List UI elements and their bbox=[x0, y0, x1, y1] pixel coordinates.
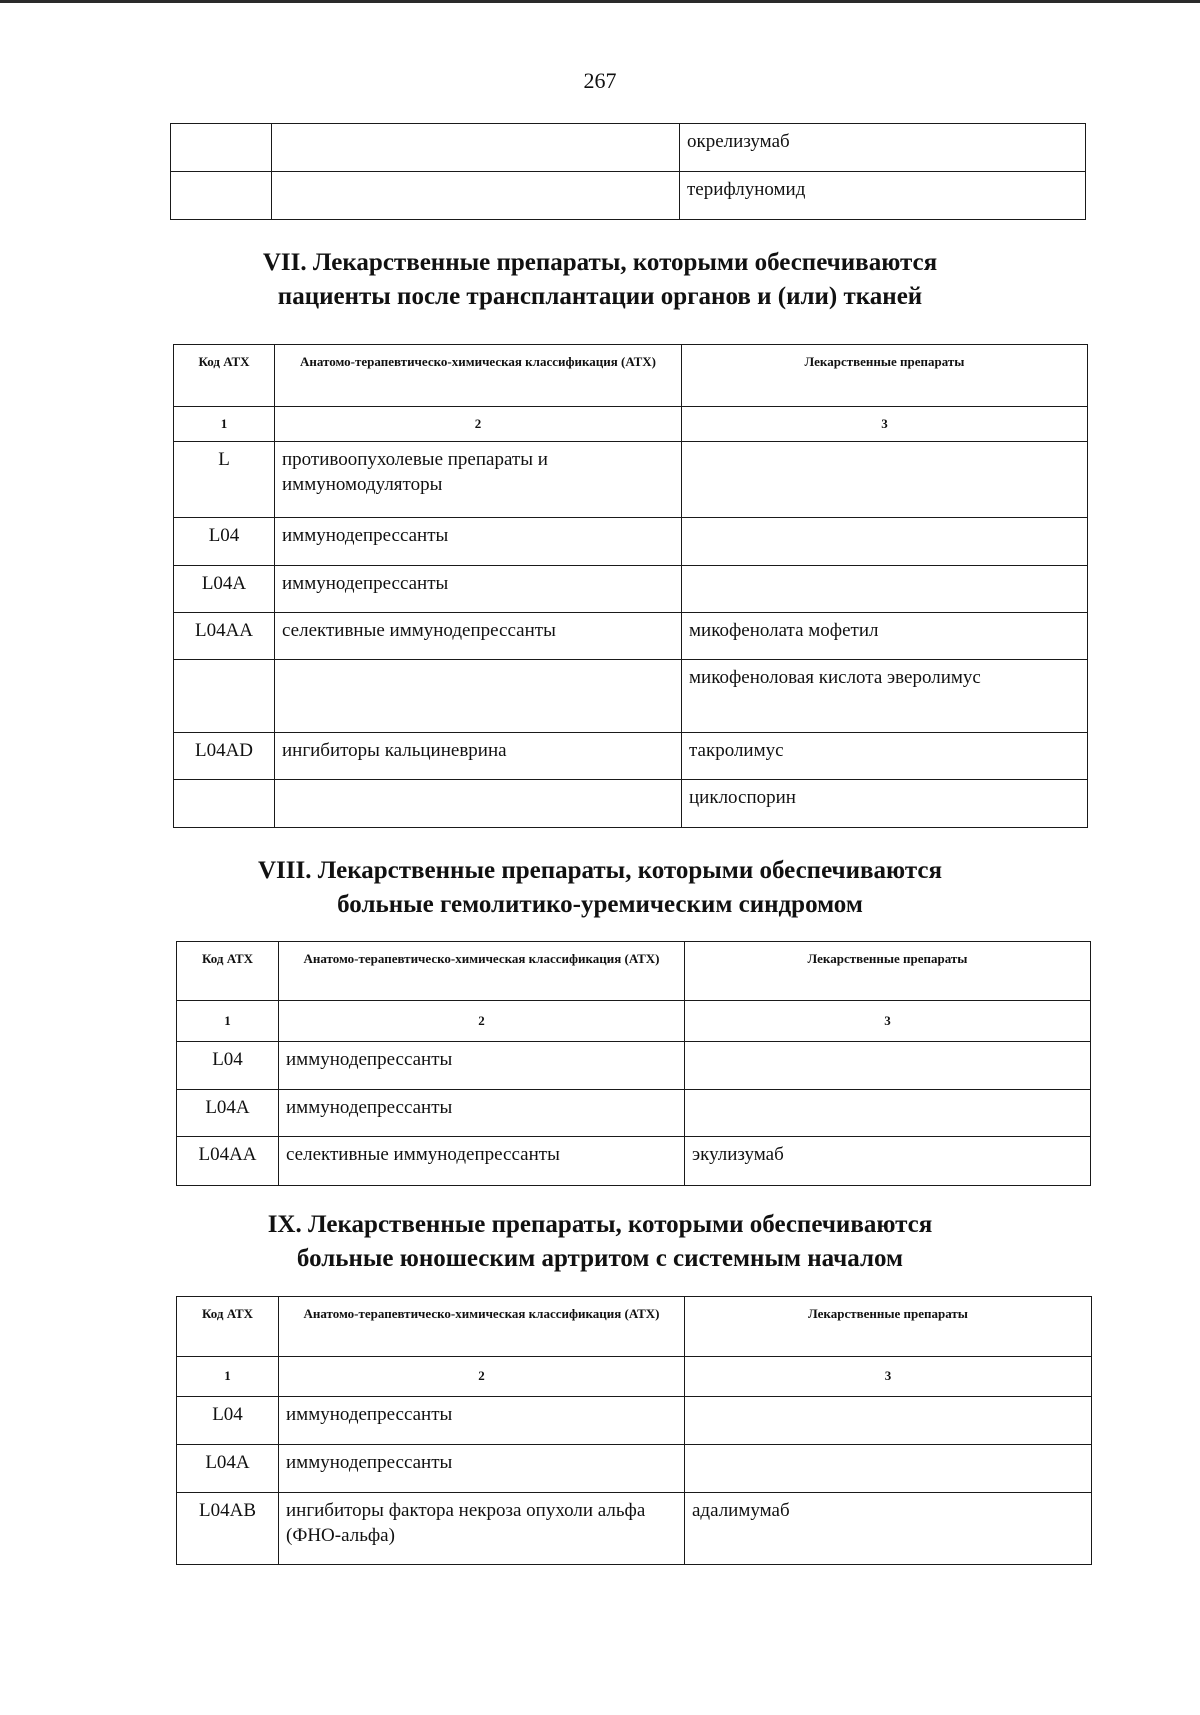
code-cell: L04AA bbox=[174, 613, 275, 660]
classification-cell: иммунодепрессанты bbox=[275, 566, 682, 613]
header-row bbox=[177, 942, 1091, 1001]
classification-cell: иммунодепрессанты bbox=[279, 1090, 685, 1137]
section-ix-table bbox=[176, 1296, 1092, 1565]
drug-cell bbox=[682, 518, 1088, 566]
drug-cell bbox=[685, 1042, 1091, 1090]
page-number: 267 bbox=[583, 68, 617, 93]
table-row bbox=[177, 1397, 1092, 1445]
column-number: 2 bbox=[279, 1001, 685, 1042]
header-row bbox=[177, 1297, 1092, 1357]
code-cell bbox=[174, 780, 275, 828]
classification-cell bbox=[275, 660, 682, 733]
section-title-viii bbox=[0, 854, 1200, 922]
code-cell: L04 bbox=[177, 1042, 279, 1090]
classification-cell: иммунодепрессанты bbox=[279, 1042, 685, 1090]
section-title-line: VII. Лекарственные препараты, которыми обеспечиваются bbox=[262, 249, 938, 276]
drug-cell: циклоспорин bbox=[682, 780, 1088, 828]
column-number-row bbox=[177, 1357, 1092, 1397]
drug-cell bbox=[685, 1445, 1092, 1493]
code-cell: L04A bbox=[174, 566, 275, 613]
header-drugs: Лекарственные препараты bbox=[685, 942, 1091, 1001]
code-cell: L04 bbox=[174, 518, 275, 566]
classification-cell bbox=[272, 124, 680, 172]
header-drugs: Лекарственные препараты bbox=[682, 345, 1088, 407]
table-row bbox=[177, 1042, 1091, 1090]
column-number: 2 bbox=[275, 407, 682, 442]
drug-cell: микофеноловая кислота эверолимус bbox=[682, 660, 1088, 733]
drug-cell: терифлуномид bbox=[680, 172, 1086, 220]
code-cell bbox=[174, 660, 275, 733]
classification-cell: противоопухолевые препараты и иммуномодуляторы bbox=[275, 442, 682, 518]
continuation-table bbox=[170, 123, 1086, 220]
section-title-ix bbox=[0, 1208, 1200, 1276]
classification-cell: иммунодепрессанты bbox=[279, 1445, 685, 1493]
drug-cell: микофенолата мофетил bbox=[682, 613, 1088, 660]
drug-cell bbox=[682, 442, 1088, 518]
scan-edge bbox=[0, 0, 1200, 3]
section-viii-table bbox=[176, 941, 1091, 1186]
section-title-line: VIII. Лекарственные препараты, которыми обеспечиваются bbox=[257, 857, 943, 884]
code-cell: L04 bbox=[177, 1397, 279, 1445]
classification-cell: ингибиторы фактора некроза опухоли альфа (ФНО-альфа) bbox=[279, 1493, 685, 1565]
code-cell bbox=[171, 172, 272, 220]
table-row bbox=[177, 1445, 1092, 1493]
column-number: 1 bbox=[174, 407, 275, 442]
drug-cell bbox=[682, 566, 1088, 613]
table-row bbox=[174, 442, 1088, 518]
header-classification: Анатомо-терапевтическо-химическая классификация (АТХ) bbox=[279, 942, 685, 1001]
code-cell: L04A bbox=[177, 1090, 279, 1137]
section-title-line: IX. Лекарственные препараты, которыми обеспечиваются bbox=[267, 1211, 933, 1238]
section-vii-table bbox=[173, 344, 1088, 828]
table-row bbox=[177, 1493, 1092, 1565]
column-number: 3 bbox=[685, 1357, 1092, 1397]
table-row bbox=[174, 660, 1088, 733]
drug-cell: адалимумаб bbox=[685, 1493, 1092, 1565]
table-row bbox=[174, 733, 1088, 780]
table-row bbox=[171, 124, 1086, 172]
table-row bbox=[177, 1090, 1091, 1137]
table-row bbox=[171, 172, 1086, 220]
section-title-vii bbox=[0, 246, 1200, 314]
table-row bbox=[174, 613, 1088, 660]
classification-cell bbox=[275, 780, 682, 828]
header-code: Код АТХ bbox=[177, 1297, 279, 1357]
column-number: 1 bbox=[177, 1001, 279, 1042]
column-number: 3 bbox=[682, 407, 1088, 442]
drug-cell: экулизумаб bbox=[685, 1137, 1091, 1186]
code-cell: L04AD bbox=[174, 733, 275, 780]
code-cell: L04AA bbox=[177, 1137, 279, 1186]
code-cell bbox=[171, 124, 272, 172]
column-number: 2 bbox=[279, 1357, 685, 1397]
column-number-row bbox=[174, 407, 1088, 442]
table-row bbox=[174, 566, 1088, 613]
header-code: Код АТХ bbox=[174, 345, 275, 407]
classification-cell: иммунодепрессанты bbox=[279, 1397, 685, 1445]
table-row bbox=[177, 1137, 1091, 1186]
drug-cell bbox=[685, 1090, 1091, 1137]
column-number: 1 bbox=[177, 1357, 279, 1397]
classification-cell: селективные иммунодепрессанты bbox=[279, 1137, 685, 1186]
classification-cell: селективные иммунодепрессанты bbox=[275, 613, 682, 660]
header-classification: Анатомо-терапевтическо-химическая классификация (АТХ) bbox=[275, 345, 682, 407]
header-drugs: Лекарственные препараты bbox=[685, 1297, 1092, 1357]
table-row bbox=[174, 780, 1088, 828]
classification-cell: ингибиторы кальциневрина bbox=[275, 733, 682, 780]
code-cell: L bbox=[174, 442, 275, 518]
header-code: Код АТХ bbox=[177, 942, 279, 1001]
column-number-row bbox=[177, 1001, 1091, 1042]
drug-cell: окрелизумаб bbox=[680, 124, 1086, 172]
header-classification: Анатомо-терапевтическо-химическая классификация (АТХ) bbox=[279, 1297, 685, 1357]
section-title-line: больные гемолитико-уремическим синдромом bbox=[337, 891, 863, 918]
code-cell: L04AB bbox=[177, 1493, 279, 1565]
section-title-line: пациенты после трансплантации органов и (или) тканей bbox=[277, 283, 923, 310]
drug-cell: такролимус bbox=[682, 733, 1088, 780]
table-row bbox=[174, 518, 1088, 566]
drug-cell bbox=[685, 1397, 1092, 1445]
classification-cell: иммунодепрессанты bbox=[275, 518, 682, 566]
code-cell: L04A bbox=[177, 1445, 279, 1493]
section-title-line: больные юношеским артритом с системным началом bbox=[296, 1245, 904, 1272]
classification-cell bbox=[272, 172, 680, 220]
column-number: 3 bbox=[685, 1001, 1091, 1042]
header-row bbox=[174, 345, 1088, 407]
